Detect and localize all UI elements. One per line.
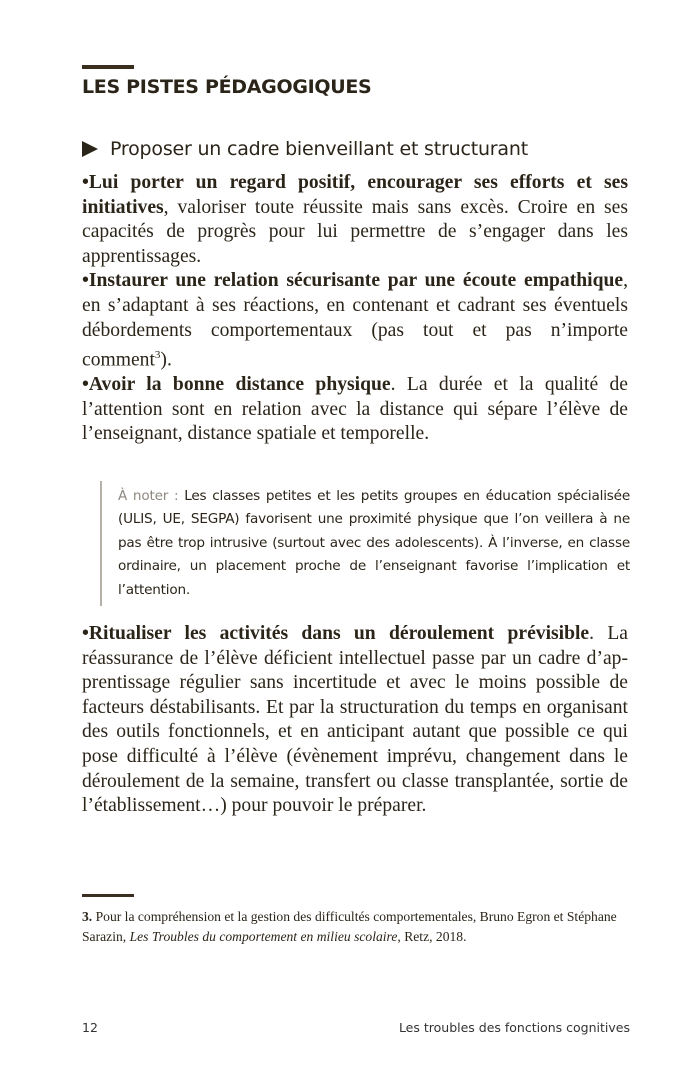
note-text: Les classes petites et les petits groupes en éducation spécialisée (ULIS, UE, SEGPA) favorisent une proximité physique que l’on veillera à ne pas être trop intrusive (surtout avec des adolescents). À l’inverse, en classe ordinaire, un placement proche de l’enseignant favorise l’implication et l’attention. [118,488,630,598]
page-number: 12 [82,1020,98,1035]
bullet-text: . La durée et la qualité de l’attention sont en relation avec la distance qui sépare l’élève de l’enseignant, distance spatiale et temporelle. [82,374,629,445]
footnote-book-title: Les Troubles du comportement en milieu scolaire [129,929,398,944]
bullet-text: . La réassurance de l’élève déficient intellectuel passe par un cadre d’apprentissage régulier sans incertitude et avec le moins possible de facteurs déstabilisants. Et par la structuration du temps en organisant des outils fonctionnels, et en anticipant autant que possible ce qui pose difficulté à l’élève (évènement imprévu, changement dans le déroulement de la semaine, transfert ou classe transplantée, sortie de l’établissement…) pour pouvoir le préparer. [82,623,628,817]
bullet-paragraph [82,622,628,819]
bullet-lead: •Avoir la bonne distance physique [82,374,391,396]
bullet-lead: •Lui porter un regard positif, encourager ses efforts et ses initiatives [82,172,628,218]
bullet-paragraph [82,171,628,269]
footnote-text: Pour la compréhension et la gestion des difficultés comportementales, Bruno Egron et Stéphane Sarazin, [82,909,617,944]
bullet-paragraph [82,269,628,373]
bullet-text: , en s’adaptant à ses réactions, en contenant et cadrant ses éventuels débordements comportementaux (pas tout et pas n’importe comment [82,270,628,371]
note-box [100,481,630,606]
subsection-heading [82,138,528,160]
bullet-lead: •Instaurer une relation sécurisante par une écoute empathique [82,270,624,292]
note-label: À noter : [118,488,179,504]
section-rule [82,65,134,69]
section-title: LES PISTES PÉDAGOGIQUES [82,76,372,98]
running-title: Les troubles des fonctions cognitives [398,1020,630,1035]
footnote-rule [82,894,134,897]
bullet-paragraph [82,373,628,447]
footnote-text: , Retz, 2018. [397,929,467,944]
bullet-text: , valoriser toute réussite mais sans excès. Croire en ses capacités de progrès pour lui permettre de s’engager dans les apprentissages. [82,196,628,267]
footnote [82,907,642,947]
bullet-lead: •Ritualiser les activités dans un déroulement prévisible [82,623,590,644]
subsection-title: Proposer un cadre bienveillant et structurant [110,138,528,160]
footnote-number: 3. [82,909,93,924]
bullet-list-bottom [82,622,628,819]
bullet-text: ). [160,349,172,371]
footnote-ref[interactable]: 3 [154,349,161,362]
bullet-list-top [82,171,628,447]
triangle-bullet-icon [82,141,98,157]
